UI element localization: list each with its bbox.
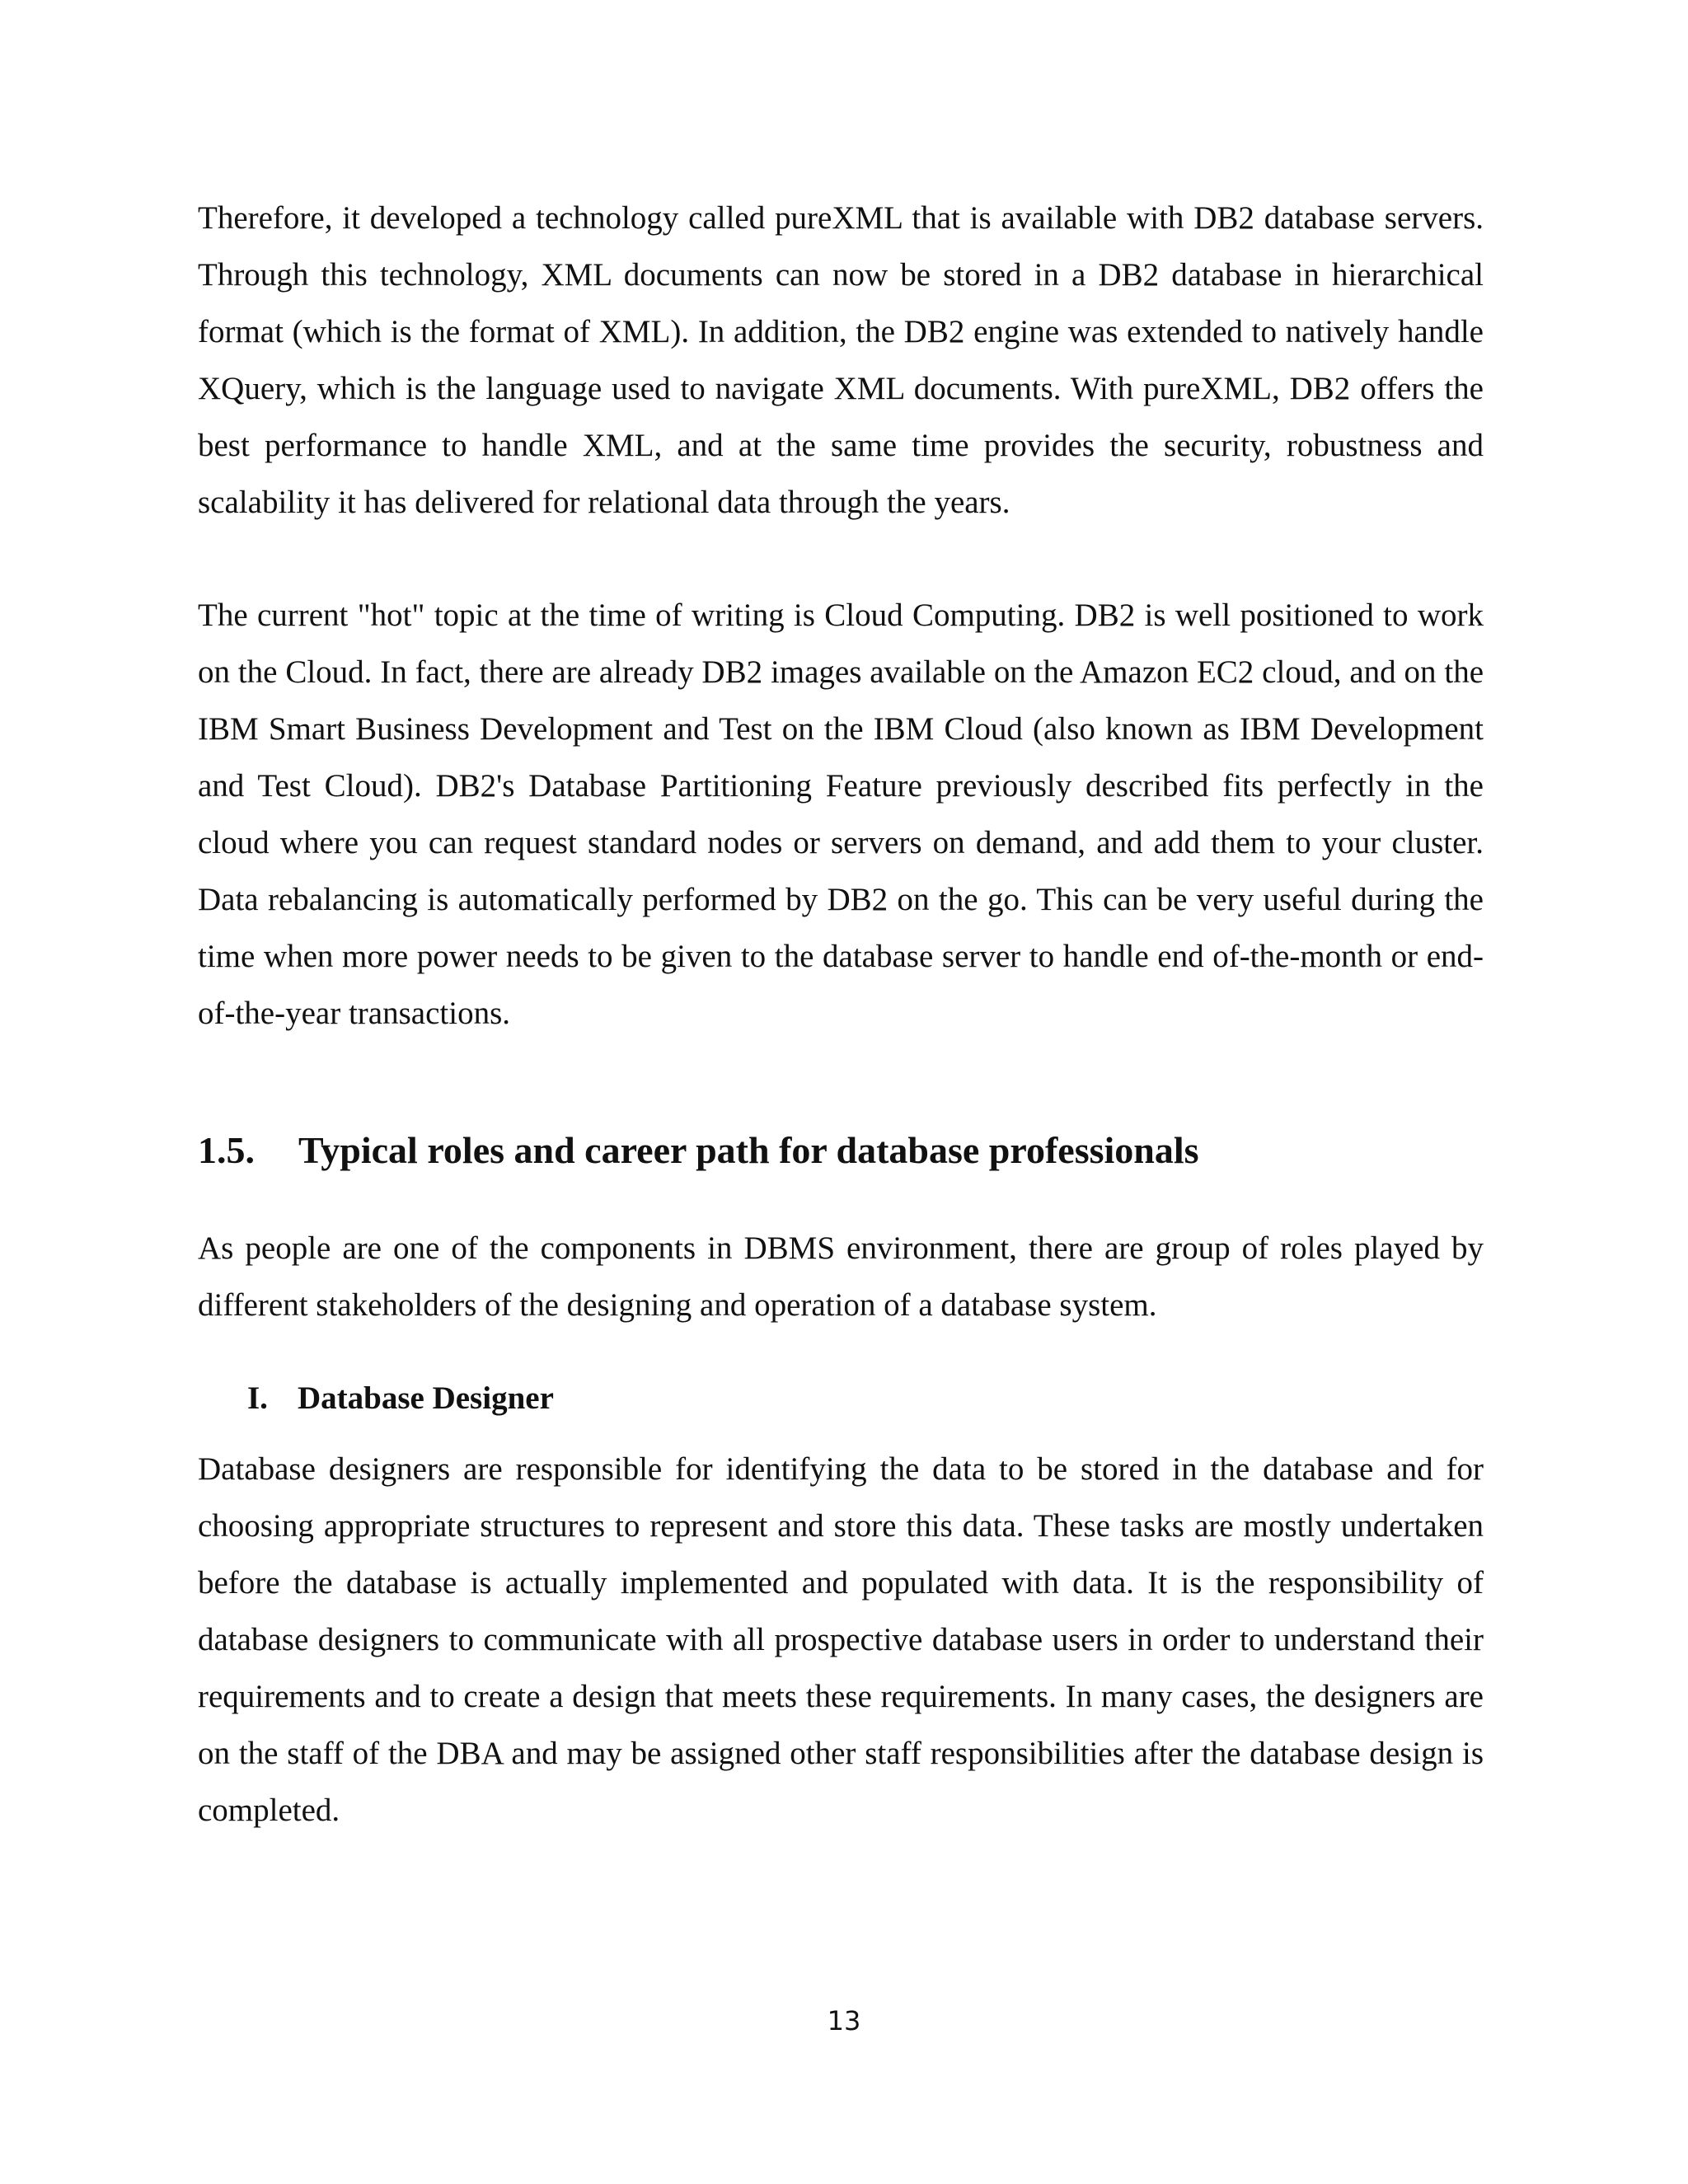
subsection-title: Database Designer: [298, 1380, 554, 1416]
subsection-numeral: I.: [247, 1380, 268, 1416]
section-title: Typical roles and career path for database professionals: [298, 1129, 1199, 1171]
paragraph-cloud-computing: The current "hot" topic at the time of writing is Cloud Computing. DB2 is well positioned to work on the Cloud. In fact, there are already DB2 images available on the Amazon EC2 cloud, and on the IBM Smart Business Development and Test on the IBM Cloud (also known as IBM Development and Test Cloud). DB2's Database Partitioning Feature previously described fits perfectly in the cloud where you can request standard nodes or servers on demand, and add them to your cluster. Data rebalancing is automatically performed by DB2 on the go. This can be very useful during the time when more power needs to be given to the database server to handle end of-the-month or end-of-the-year transactions.: [198, 598, 1484, 1031]
section-intro-paragraph: As people are one of the components in DBMS environment, there are group of roles played by different stakeholders of the designing and operation of a database system.: [198, 1230, 1484, 1323]
section-heading: [198, 1126, 1199, 1175]
paragraph-purexml: Therefore, it developed a technology called pureXML that is available with DB2 database servers. Through this technology, XML documents can now be stored in a DB2 database in hierarchical format (which is the format of XML). In addition, the DB2 engine was extended to natively handle XQuery, which is the language used to navigate XML documents. With pureXML, DB2 offers the best performance to handle XML, and at the same time provides the security, robustness and scalability it has delivered for relational data through the years.: [198, 200, 1484, 520]
page-number: 13: [827, 2005, 861, 2036]
database-designer-paragraph: Database designers are responsible for identifying the data to be stored in the database and for choosing appropriate structures to represent and store this data. These tasks are mostly undertaken before the database is actually implemented and populated with data. It is the responsibility of database designers to communicate with all prospective database users in order to understand their requirements and to create a design that meets these requirements. In many cases, the designers are on the staff of the DBA and may be assigned other staff responsibilities after the database design is completed.: [198, 1451, 1484, 1828]
subsection-heading: [247, 1376, 554, 1421]
section-number: 1.5.: [198, 1129, 255, 1171]
